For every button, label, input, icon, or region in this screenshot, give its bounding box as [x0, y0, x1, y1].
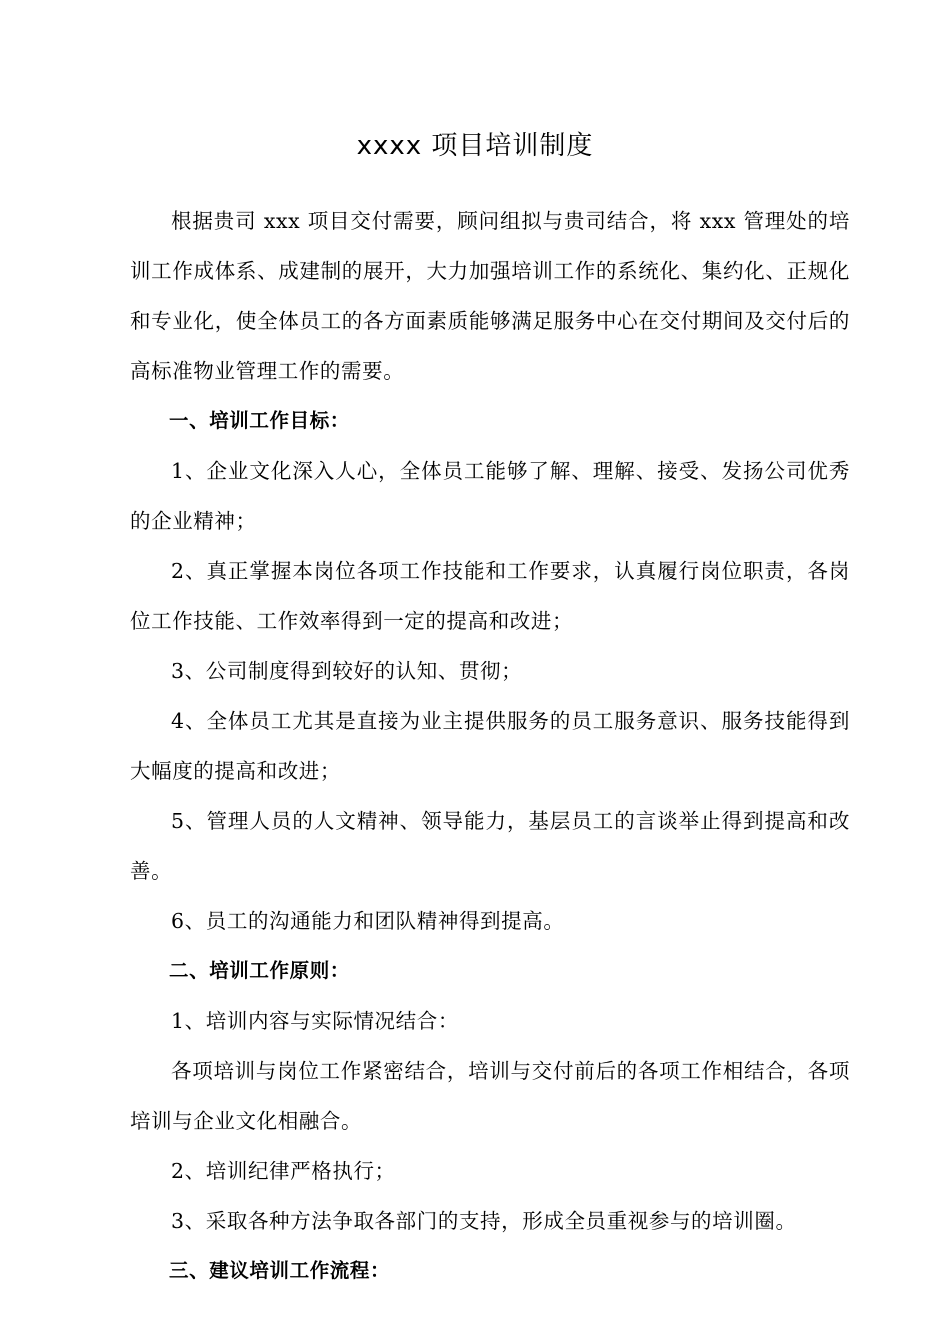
goal-item-1: 1、企业文化深入人心，全体员工能够了解、理解、接受、发扬公司优秀的企业精神； [130, 459, 850, 533]
goal-item-3: 3、公司制度得到较好的认知、贯彻； [171, 659, 523, 683]
principle-item-1-detail: 各项培训与岗位工作紧密结合，培训与交付前后的各项工作相结合，各项培训与企业文化相融合。 [130, 1059, 850, 1133]
goal-item-2: 2、真正掌握本岗位各项工作技能和工作要求，认真履行岗位职责，各岗位工作技能、工作效率得到一定的提高和改进； [130, 559, 850, 633]
section-heading-principles: 二、培训工作原则： [169, 959, 350, 982]
principle-item-1: 1、培训内容与实际情况结合： [171, 1009, 459, 1033]
intro-paragraph: 根据贵司 xxx 项目交付需要，顾问组拟与贵司结合，将 xxx 管理处的培训工作成体系、成建制的展开，大力加强培训工作的系统化、集约化、正规化和专业化，使全体员工的各方面素质能够满足服务中心在交付期间及交付后的高标准物业管理工作的需要。 [130, 209, 850, 383]
section-heading-goals: 一、培训工作目标： [169, 409, 350, 432]
goal-item-4: 4、全体员工尤其是直接为业主提供服务的员工服务意识、服务技能得到大幅度的提高和改进； [130, 709, 850, 783]
goal-item-6: 6、员工的沟通能力和团队精神得到提高。 [171, 909, 565, 933]
principle-item-2: 2、培训纪律严格执行； [171, 1159, 396, 1183]
principle-item-3: 3、采取各种方法争取各部门的支持，形成全员重视参与的培训圈。 [171, 1209, 797, 1233]
document-body [130, 196, 850, 1296]
goal-item-5: 5、管理人员的人文精神、领导能力，基层员工的言谈举止得到提高和改善。 [130, 809, 850, 883]
section-heading-workflow: 三、建议培训工作流程： [169, 1259, 391, 1282]
document-title: xxxx 项目培训制度 [356, 131, 594, 161]
